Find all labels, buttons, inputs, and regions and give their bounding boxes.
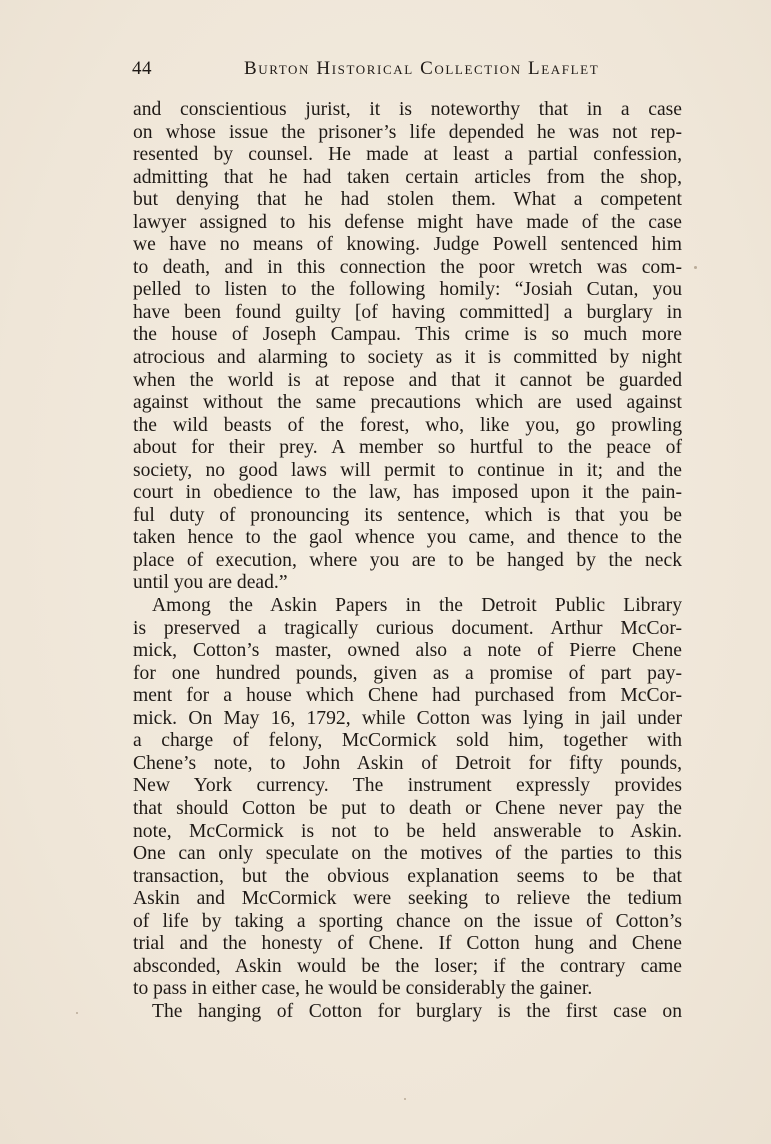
text-line: the wild beasts of the forest, who, like you, go prowling	[133, 414, 682, 436]
text-line: to pass in either case, he would be considerably the gainer.	[133, 978, 593, 1000]
text-line: Askin and McCormick were seeking to relieve the tedium	[133, 888, 682, 910]
text-line: and conscientious jurist, it is noteworthy that in a case	[133, 99, 682, 120]
text-line: ment for a house which Chene had purchased from McCor-	[133, 685, 682, 707]
text-line: admitting that he had taken certain articles from the shop,	[133, 166, 682, 188]
text-line: is preserved a tragically curious document. Arthur McCor-	[133, 617, 682, 639]
header-title: Burton Historical Collection Leaflet	[244, 58, 600, 79]
text-line: resented by counsel. He made at least a partial confession,	[133, 144, 682, 166]
text-line: pelled to listen to the following homily: “Josiah Cutan, you	[133, 279, 682, 301]
text-line: about for their prey. A member so hurtful to the peace of	[133, 437, 682, 459]
paper-speck	[76, 1012, 78, 1014]
text-line: a charge of felony, McCormick sold him, together with	[133, 730, 682, 752]
text-line: to death, and in this connection the poor wretch was com-	[133, 256, 682, 278]
text-line: ful duty of pronouncing its sentence, which is that you be	[133, 504, 682, 526]
body-text	[133, 99, 682, 1023]
text-line: that should Cotton be put to death or Chene never pay the	[133, 797, 682, 819]
text-line: court in obedience to the law, has imposed upon it the pain-	[133, 482, 682, 504]
text-line: for one hundred pounds, given as a promise of part pay-	[133, 662, 682, 684]
text-line: of life by taking a sporting chance on the issue of Cotton’s	[133, 910, 682, 932]
paragraph-start-line: Among the Askin Papers in the Detroit Public Library	[152, 595, 682, 617]
page-number: 44	[132, 58, 152, 79]
running-head	[132, 58, 682, 82]
text-line: have been found guilty [of having committed] a burglary in	[133, 301, 682, 323]
text-line: New York currency. The instrument expressly provides	[133, 775, 682, 797]
text-line: lawyer assigned to his defense might have made of the case	[133, 211, 682, 233]
text-line: taken hence to the gaol whence you came, and thence to the	[133, 527, 682, 549]
text-line: note, McCormick is not to be held answerable to Askin.	[133, 820, 682, 842]
text-line: transaction, but the obvious explanation seems to be that	[133, 865, 682, 887]
text-line: on whose issue the prisoner’s life depended he was not rep-	[133, 121, 682, 143]
text-line: One can only speculate on the motives of the parties to this	[133, 843, 682, 865]
text-line: absconded, Askin would be the loser; if the contrary came	[133, 955, 682, 977]
text-line: trial and the honesty of Chene. If Cotton hung and Chene	[133, 933, 682, 955]
text-line: against without the same precautions which are used against	[133, 392, 682, 414]
text-line: Chene’s note, to John Askin of Detroit for fifty pounds,	[133, 752, 682, 774]
text-line: mick, Cotton’s master, owned also a note of Pierre Chene	[133, 640, 682, 662]
paper-speck	[694, 266, 697, 269]
text-line: the house of Joseph Campau. This crime is so much more	[133, 324, 682, 346]
text-line: place of execution, where you are to be hanged by the neck	[133, 549, 682, 571]
text-line: we have no means of knowing. Judge Powell sentenced him	[133, 234, 682, 256]
paper-speck	[404, 1098, 406, 1100]
text-line: atrocious and alarming to society as it is committed by night	[133, 347, 682, 369]
text-line: society, no good laws will permit to continue in it; and the	[133, 459, 682, 481]
text-line: when the world is at repose and that it cannot be guarded	[133, 369, 682, 391]
text-line: mick. On May 16, 1792, while Cotton was lying in jail under	[133, 707, 682, 729]
text-line: until you are dead.”	[133, 572, 288, 594]
paragraph-start-line: The hanging of Cotton for burglary is the first case on	[152, 1000, 682, 1022]
text-line: but denying that he had stolen them. What a competent	[133, 189, 682, 211]
